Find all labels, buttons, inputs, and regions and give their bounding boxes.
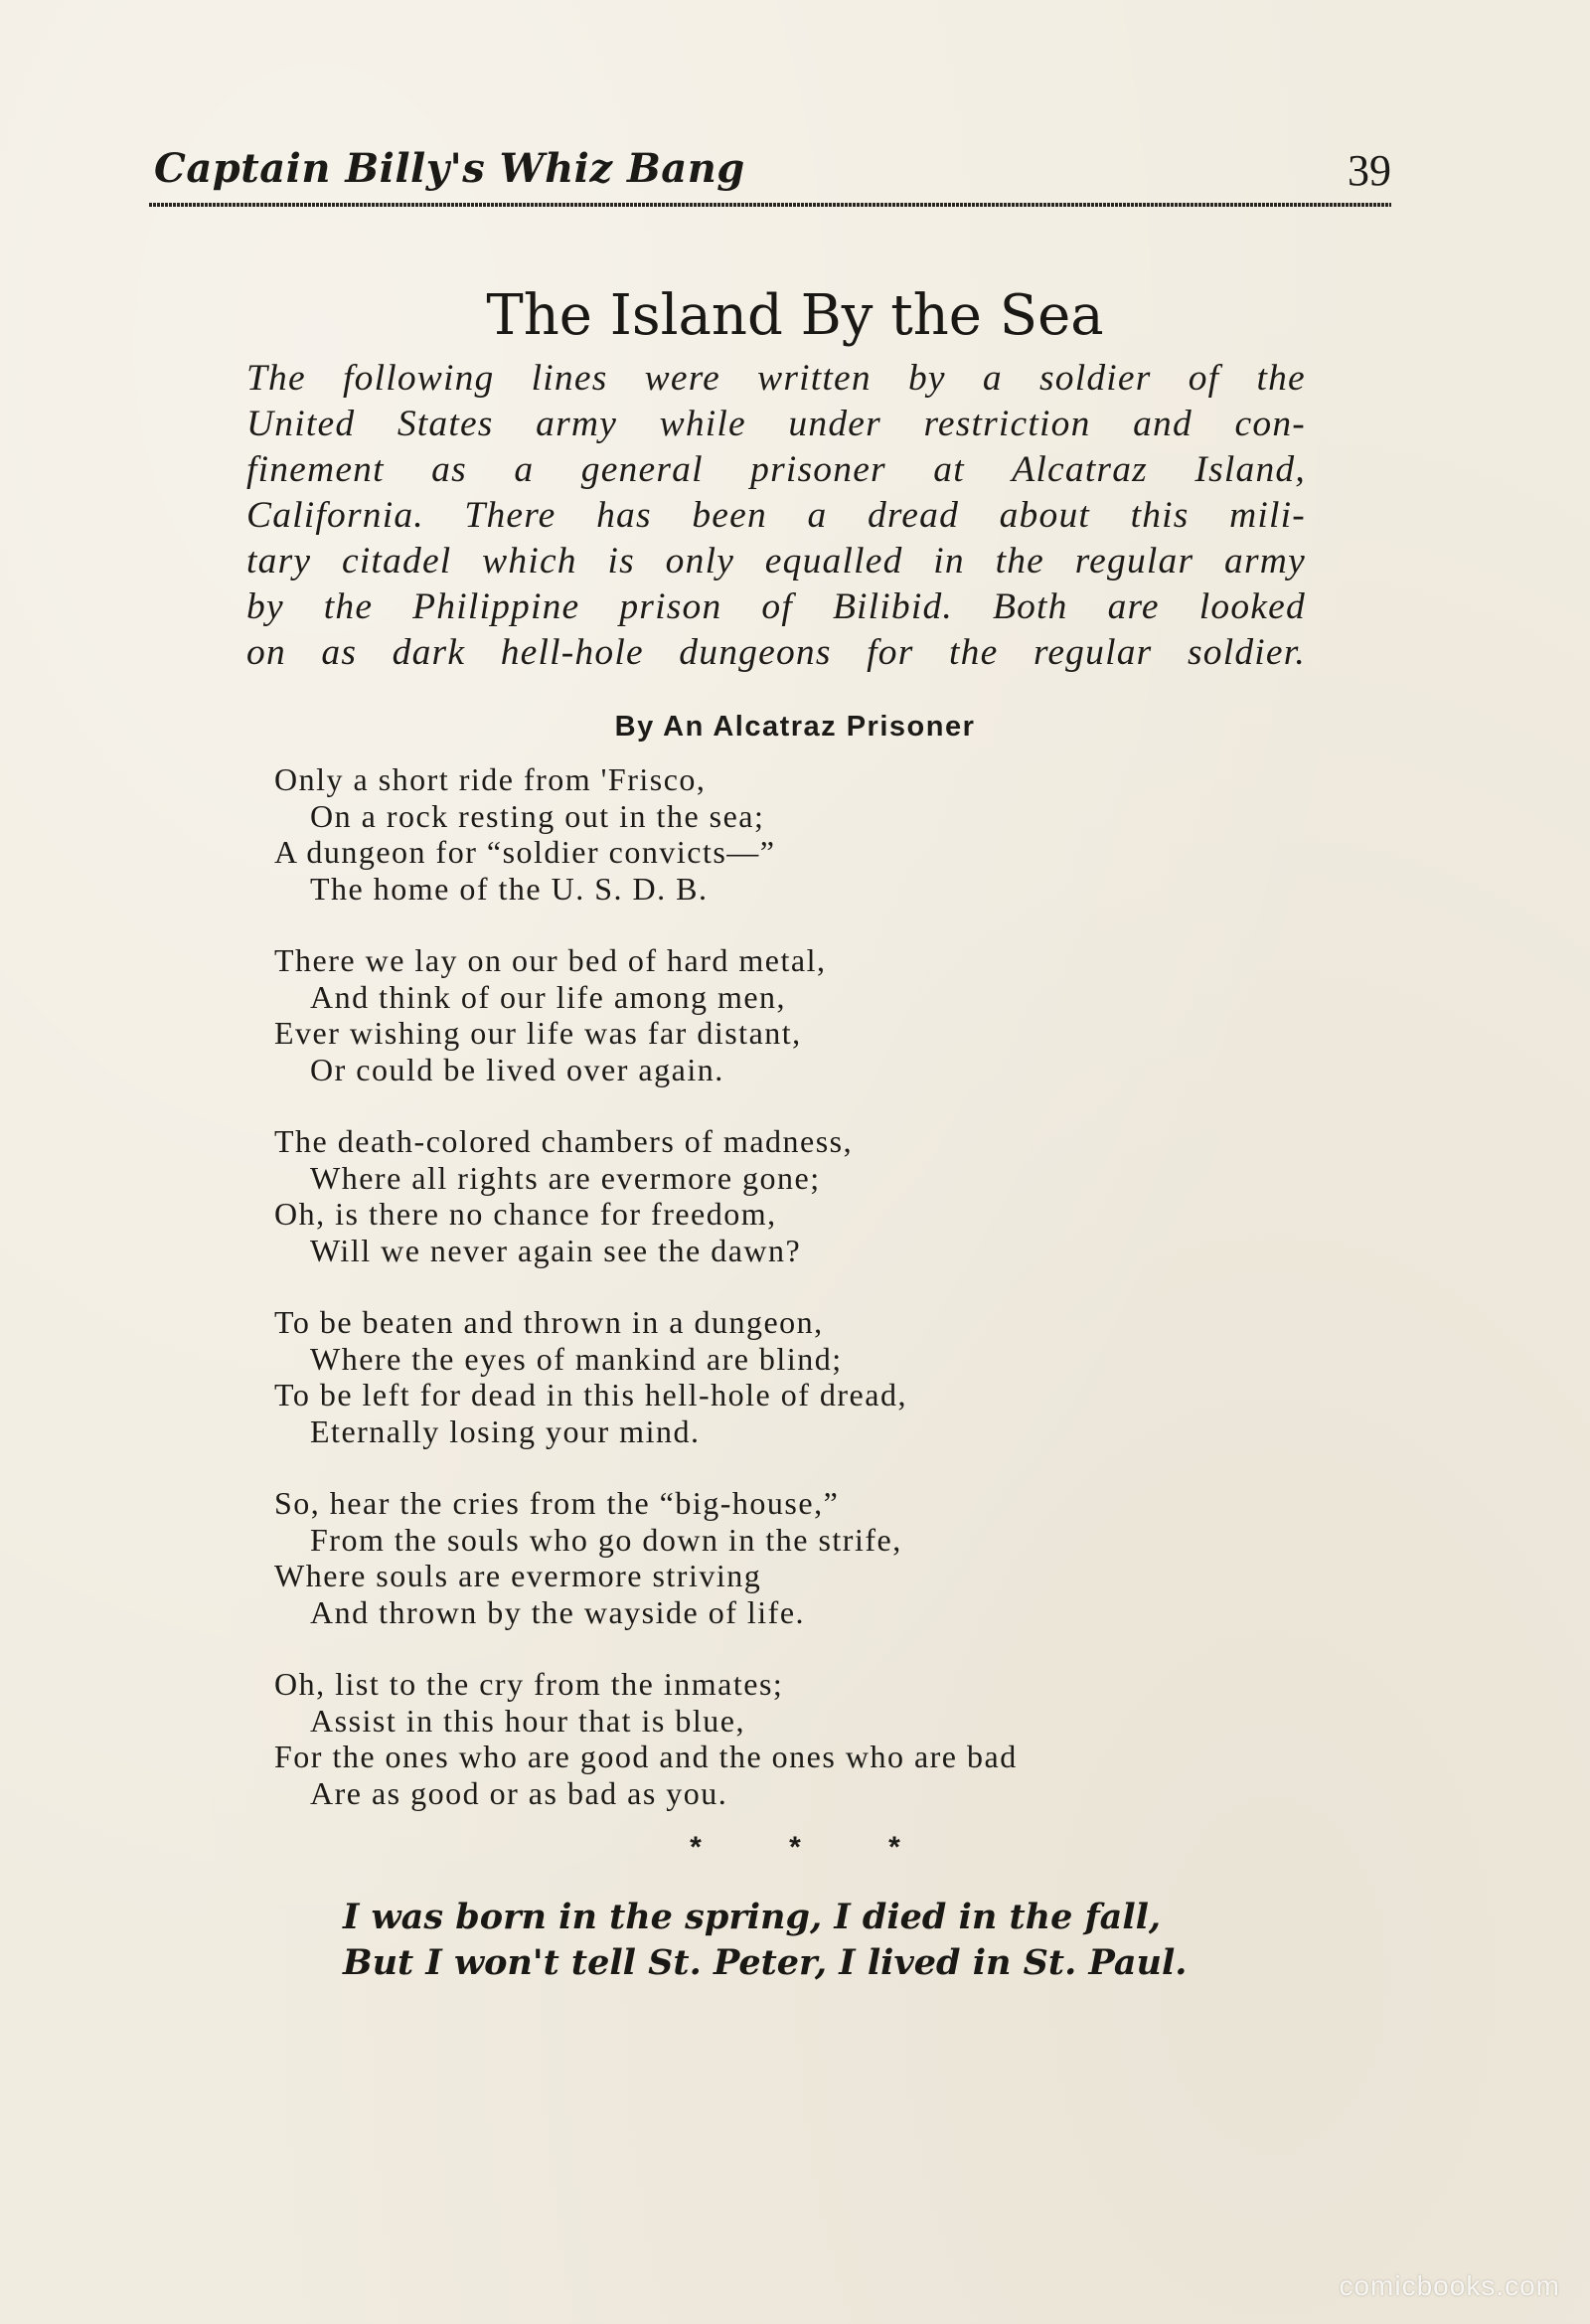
page-number: 39 — [1348, 146, 1391, 195]
intro-word: a — [982, 358, 1003, 399]
intro-word: the — [995, 541, 1045, 581]
poem-line: Eternally losing your mind. — [310, 1412, 701, 1449]
intro-word: Alcatraz — [1012, 449, 1148, 490]
intro-word: soldier — [1039, 358, 1152, 399]
byline: By An Alcatraz Prisoner — [614, 711, 976, 743]
intro-word: soldier. — [1187, 632, 1306, 673]
intro-word: There — [464, 495, 556, 536]
intro-word: the — [1256, 358, 1306, 399]
intro-word: army — [536, 404, 618, 444]
intro-paragraph — [246, 356, 1306, 676]
intro-word: con- — [1234, 404, 1306, 444]
closing-couplet — [343, 1895, 1337, 1986]
intro-word: under — [788, 404, 881, 444]
intro-line — [246, 447, 1306, 493]
intro-word: as — [321, 632, 358, 673]
poem-line: From the souls who go down in the strife, — [310, 1521, 902, 1558]
poem-line: Only a short ride from 'Frisco, — [274, 761, 707, 797]
couplet-line: But I won't tell St. Peter, I lived in St. Paul. — [343, 1942, 1188, 1983]
intro-word: lines — [531, 358, 608, 399]
intro-word: were — [644, 358, 720, 399]
intro-word: army — [1224, 541, 1306, 581]
intro-word: about — [999, 495, 1091, 536]
intro-word: Philippine — [412, 586, 580, 627]
intro-word: tary — [246, 541, 312, 581]
intro-line — [246, 539, 1306, 584]
poem-line: And thrown by the wayside of life. — [310, 1593, 806, 1630]
intro-word: prison — [619, 586, 722, 627]
intro-word: regular — [1033, 632, 1153, 673]
intro-word: for — [867, 632, 914, 673]
intro-word: dread — [867, 495, 960, 536]
poem-line: Or could be lived over again. — [310, 1051, 724, 1087]
intro-word: The — [246, 358, 306, 399]
intro-word: this — [1130, 495, 1190, 536]
poem-line: The home of the U. S. D. B. — [310, 870, 709, 907]
intro-word: are — [1107, 586, 1160, 627]
running-title: Captain Billy's Whiz Bang — [154, 145, 745, 192]
watermark: comicbooks.com — [1339, 2270, 1560, 2301]
intro-word: looked — [1198, 586, 1306, 627]
intro-word: following — [343, 358, 495, 399]
poem-line: There we lay on our bed of hard metal, — [274, 942, 827, 978]
poem-line: Oh, list to the cry from the inmates; — [274, 1666, 784, 1702]
poem-body — [274, 761, 1268, 1847]
intro-word: at — [933, 449, 965, 490]
running-head — [149, 139, 1391, 199]
intro-word: written — [757, 358, 872, 399]
intro-word: dark — [392, 632, 466, 673]
poem-line: Where souls are evermore striving — [274, 1558, 762, 1593]
intro-word: the — [949, 632, 999, 673]
intro-line — [246, 630, 1306, 676]
intro-word: is — [607, 541, 635, 581]
stanza — [274, 761, 1268, 907]
intro-word: finement — [246, 449, 385, 490]
header-rule — [149, 203, 1391, 207]
intro-word: the — [323, 586, 374, 627]
poem-title: The Island By the Sea — [486, 283, 1104, 348]
stanza — [274, 942, 1268, 1087]
intro-word: Both — [992, 586, 1068, 627]
intro-word: while — [659, 404, 746, 444]
intro-word: citadel — [341, 541, 452, 581]
section-separator: * * * — [690, 1831, 900, 1864]
poem-line: So, hear the cries from the “big-house,” — [274, 1485, 840, 1521]
intro-word: of — [761, 586, 793, 627]
stanza — [274, 1666, 1268, 1811]
poem-line: Where the eyes of mankind are blind; — [310, 1340, 843, 1377]
intro-word: only — [665, 541, 735, 581]
poem-line: Are as good or as bad as you. — [310, 1774, 728, 1811]
intro-word: a — [514, 449, 535, 490]
stanza — [274, 1123, 1268, 1268]
stanza — [274, 1485, 1268, 1630]
poem-line: The death-colored chambers of madness, — [274, 1123, 854, 1159]
intro-word: mili- — [1229, 495, 1306, 536]
intro-word: which — [482, 541, 577, 581]
intro-word: United — [246, 404, 356, 444]
intro-line — [246, 493, 1306, 539]
poem-line: For the ones who are good and the ones who are bad — [274, 1739, 1018, 1774]
intro-word: equalled — [764, 541, 903, 581]
intro-line — [246, 584, 1306, 630]
poem-line: Assist in this hour that is blue, — [310, 1702, 745, 1739]
intro-word: a — [807, 495, 828, 536]
intro-word: has — [596, 495, 652, 536]
intro-word: regular — [1074, 541, 1194, 581]
poem-line: Where all rights are evermore gone; — [310, 1159, 821, 1196]
intro-word: dungeons — [679, 632, 832, 673]
intro-word: restriction — [923, 404, 1091, 444]
stanza — [274, 1304, 1268, 1449]
intro-word: California. — [246, 495, 424, 536]
poem-line: A dungeon for “soldier convicts—” — [274, 834, 776, 870]
poem-line: On a rock resting out in the sea; — [310, 797, 765, 834]
intro-word: been — [692, 495, 767, 536]
intro-word: by — [246, 586, 284, 627]
intro-line — [246, 402, 1306, 447]
poem-line: And think of our life among men, — [310, 978, 787, 1015]
intro-word: as — [431, 449, 467, 490]
intro-word: by — [907, 358, 946, 399]
poem-line: To be beaten and thrown in a dungeon, — [274, 1304, 824, 1340]
intro-word: States — [397, 404, 494, 444]
intro-word: and — [1133, 404, 1192, 444]
intro-word: general — [580, 449, 704, 490]
intro-line — [246, 356, 1306, 402]
couplet-line: I was born in the spring, I died in the fall, — [343, 1897, 1162, 1937]
intro-word: hell-hole — [500, 632, 644, 673]
intro-word: on — [246, 632, 286, 673]
intro-word: prisoner — [750, 449, 886, 490]
poem-line: Ever wishing our life was far distant, — [274, 1015, 802, 1051]
intro-word: Bilibid. — [832, 586, 953, 627]
intro-word: of — [1188, 358, 1220, 399]
poem-line: Oh, is there no chance for freedom, — [274, 1196, 777, 1232]
intro-word: Island, — [1194, 449, 1306, 490]
poem-line: Will we never again see the dawn? — [310, 1232, 802, 1268]
intro-word: in — [933, 541, 965, 581]
poem-line: To be left for dead in this hell-hole of dread, — [274, 1377, 907, 1412]
